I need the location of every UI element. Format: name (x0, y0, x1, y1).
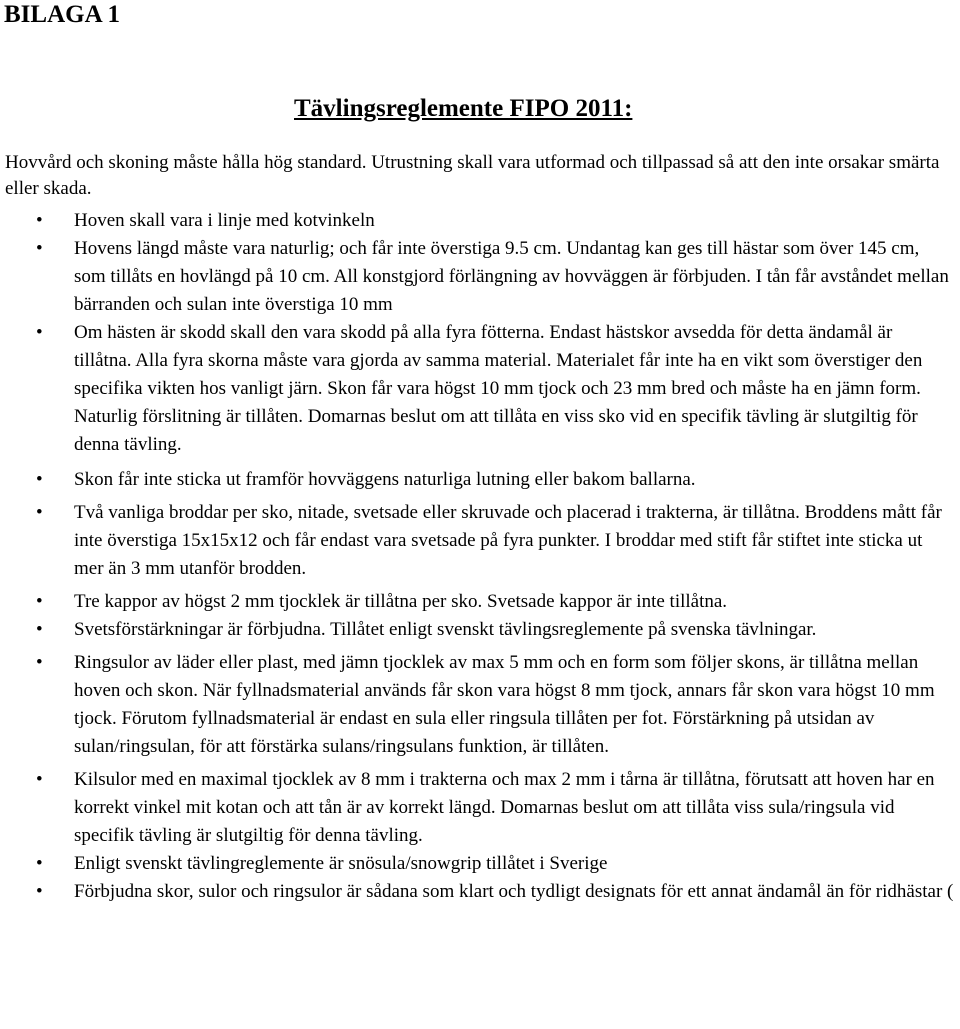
bullet-icon: • (36, 619, 43, 640)
bullet-icon: • (36, 881, 43, 902)
bullet-icon: • (36, 210, 43, 231)
list-item-text: Om hästen är skodd skall den vara skodd på alla fyra fötterna. Endast hästskor avsedda för detta ändamål är tillåtna. Alla fyra skorna måste vara gjorda av samma material. Materialet får inte ha en vikt som överstiger den specifika vikten hos vanligt järn. Skon får vara högst 10 mm tjock och 23 mm bred och måste ha en jämn form. Naturlig förslitning är tillåten. Domarnas beslut om att tillåta en viss sko vid en specifik tävling är slutgiltig för denna tävling. (74, 322, 923, 455)
list-item (0, 319, 960, 459)
intro-paragraph: Hovvård och skoning måste hålla hög standard. Utrustning skall vara utformad och tillpassad så att den inte orsakar smärta eller skada. (5, 152, 940, 199)
list-item (0, 766, 960, 850)
list-item (0, 649, 960, 761)
bullet-icon: • (36, 502, 43, 523)
list-item (0, 878, 960, 906)
list-item (0, 850, 960, 878)
list-item-text: Förbjudna skor, sulor och ringsulor är sådana som klart och tydligt designats för ett annat ändamål än för ridhästar ( (74, 881, 954, 902)
list-item-text: Enligt svenskt tävlingreglemente är snösula/snowgrip tillåtet i Sverige (74, 853, 608, 874)
list-item-text: Tre kappor av högst 2 mm tjocklek är tillåtna per sko. Svetsade kappor är inte tillåtna. (74, 591, 728, 612)
bullet-icon: • (36, 853, 43, 874)
list-item (0, 616, 960, 644)
rules-list (0, 207, 960, 906)
list-item (0, 588, 960, 616)
list-item-text: Skon får inte sticka ut framför hovväggens naturliga lutning eller bakom ballarna. (74, 469, 696, 490)
bullet-icon: • (36, 469, 43, 490)
list-item-text: Kilsulor med en maximal tjocklek av 8 mm i trakterna och max 2 mm i tårna är tillåtna, förutsatt att hoven har en korrekt vinkel mit kotan och att tån är av korrekt längd. Domarnas beslut om att tillåta viss sula/ringsula vid specifik tävling är slutgiltig för denna tävling. (74, 769, 935, 846)
bullet-icon: • (36, 652, 43, 673)
list-item-text: Hoven skall vara i linje med kotvinkeln (74, 210, 375, 231)
list-item (0, 207, 960, 235)
bullet-icon: • (36, 769, 43, 790)
list-item (0, 466, 960, 494)
list-item-text: Hovens längd måste vara naturlig; och får inte överstiga 9.5 cm. Undantag kan ges till hästar som över 145 cm, som tillåts en hovlängd på 10 cm. All konstgjord förlängning av hovväggen är förbjuden. I tån får avståndet mellan bärranden och sulan inte överstiga 10 mm (74, 238, 949, 315)
bullet-icon: • (36, 238, 43, 259)
list-item-text: Två vanliga broddar per sko, nitade, svetsade eller skruvade och placerad i trakterna, är tillåtna. Broddens mått får inte överstiga 15x15x12 och får endast vara svetsade på fyra punkter. I broddar med stift får stiftet inte sticka ut mer än 3 mm utanför brodden. (74, 502, 942, 579)
list-item (0, 499, 960, 583)
list-item-text: Svetsförstärkningar är förbjudna. Tillåtet enligt svenskt tävlingsreglemente på svenska tävlningar. (74, 619, 817, 640)
bullet-icon: • (36, 322, 43, 343)
list-item (0, 235, 960, 319)
bullet-icon: • (36, 591, 43, 612)
list-item-text: Ringsulor av läder eller plast, med jämn tjocklek av max 5 mm och en form som följer skons, är tillåtna mellan hoven och skon. När fyllnadsmaterial används får skon vara högst 8 mm tjock, annars får skon vara högst 10 mm tjock. Förutom fyllnadsmaterial är endast en sula eller ringsula tillåten per fot. Förstärkning på utsidan av sulan/ringsulan, för att förstärka sulans/ringsulans funktion, är tillåten. (74, 652, 935, 757)
document-title: Tävlingsreglemente FIPO 2011: (294, 95, 633, 122)
page-header: BILAGA 1 (4, 1, 121, 28)
